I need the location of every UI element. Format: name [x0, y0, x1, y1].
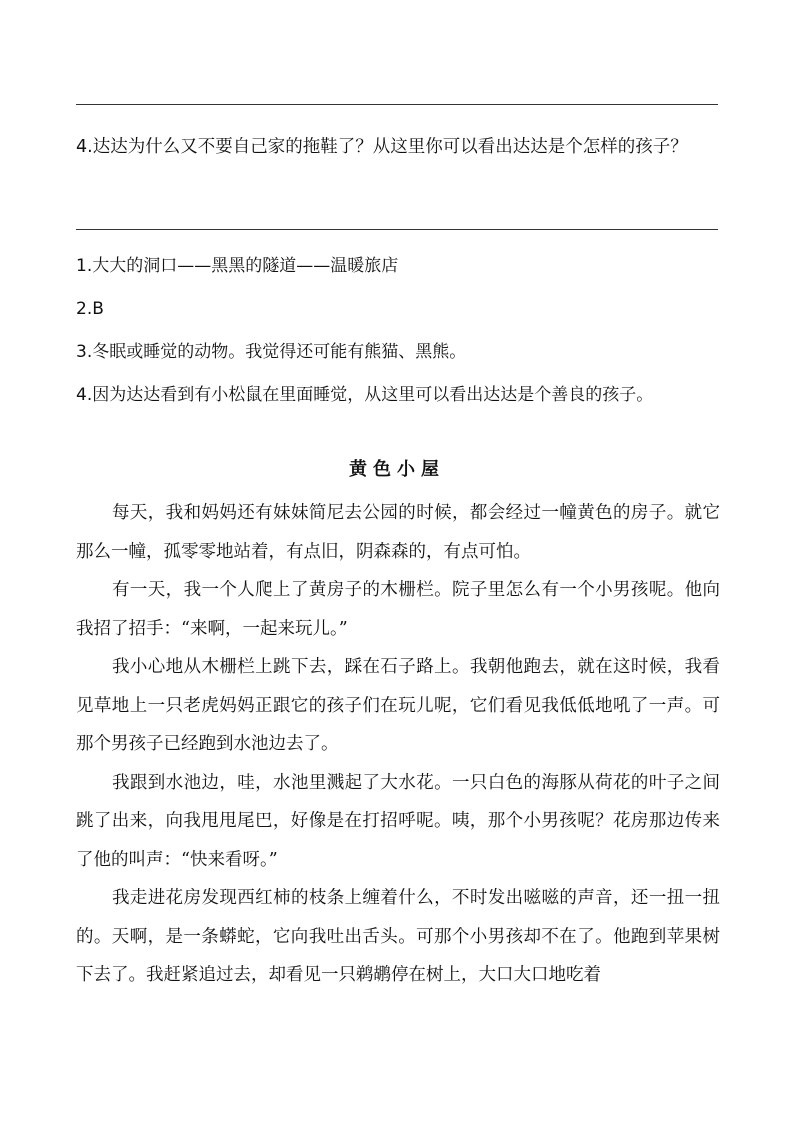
story-title: 黄色小屋: [349, 459, 445, 480]
story-paragraph: 有一天，我一个人爬上了黄房子的木栅栏。院子里怎么有一个小男孩呢。他向我招了招手：“来啊，一起来玩儿。”: [76, 580, 720, 639]
story-paragraph: 我走进花房发现西红柿的枝条上缠着什么，不时发出嗞嗞的声音，还一扭一扭的。天啊，是一条蟒蛇，它向我吐出舌头。可那个小男孩却不在了。他跑到苹果树下去了。我赶紧追过去，却看见一只鹈鹕停在树上，大口大口地吃着: [76, 888, 720, 985]
story-paragraph: 我跟到水池边，哇，水池里溅起了大水花。一只白色的海豚从荷花的叶子之间跳了出来，向我甩甩尾巴，好像是在打招呼呢。咦，那个小男孩呢？花房那边传来了他的叫声：“快来看呀。”: [76, 772, 720, 870]
answer-2: 2.B: [76, 299, 104, 319]
story-paragraph: 我小心地从木栅栏上跳下去，踩在石子路上。我朝他跑去，就在这时候，我看见草地上一只老虎妈妈正跟它的孩子们在玩儿呢，它们看见我低低地吼了一声。可那个男孩子已经跑到水池边去了。: [76, 657, 720, 754]
answer-3: 3.冬眠或睡觉的动物。我觉得还可能有熊猫、黑熊。: [76, 342, 467, 362]
question-4: 4.达达为什么又不要自己家的拖鞋了？从这里你可以看出达达是个怎样的孩子？: [76, 137, 688, 157]
answer-1: 1.大大的洞口——黑黑的隧道——温暖旅店: [76, 256, 399, 276]
answer-key: [76, 252, 756, 424]
answer-line-top: [76, 104, 718, 105]
story-paragraph: 每天，我和妈妈还有妹妹简尼去公园的时候，都会经过一幢黄色的房子。就它那么一幢，孤零零地站着，有点旧，阴森森的，有点可怕。: [76, 503, 720, 562]
answer-4: 4.因为达达看到有小松鼠在里面睡觉，从这里可以看出达达是个善良的孩子。: [76, 385, 654, 405]
story-body: [76, 494, 720, 995]
answer-line-bottom: [76, 229, 718, 230]
